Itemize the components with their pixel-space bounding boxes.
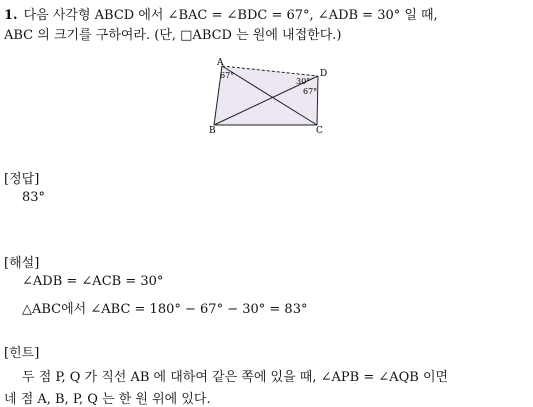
quadrilateral-figure <box>205 56 335 136</box>
question-number: 1. <box>4 8 18 23</box>
question-text-1: 다음 사각형 ABCD 에서 ∠BAC = ∠BDC = 67°, ∠ADB = 30° 일 때, <box>23 8 438 23</box>
label-c: C <box>316 126 323 136</box>
question-line-1 <box>4 4 438 23</box>
explanation-line-1: ∠ADB = ∠ACB = 30° <box>22 274 164 289</box>
label-a: A <box>217 58 224 68</box>
hint-line-2: 네 점 A, B, P, Q 는 한 원 위에 있다. <box>4 392 211 407</box>
label-b: B <box>209 126 216 136</box>
hint-heading: [힌트] <box>4 346 40 361</box>
question-line-2 <box>4 24 342 43</box>
hint-line-1: 두 점 P, Q 가 직선 AB 에 대하여 같은 쪽에 있을 때, ∠APB = ∠AQB 이면 <box>22 370 449 385</box>
label-d: D <box>320 69 328 79</box>
angle-a-67: 67° <box>220 71 235 80</box>
answer-heading: [정답] <box>4 172 40 187</box>
answer-value: 83° <box>22 190 46 205</box>
explanation-line-2: △ABC에서 ∠ABC = 180° − 67° − 30° = 83° <box>22 302 308 317</box>
explanation-heading: [해설] <box>4 256 40 271</box>
angle-d-67: 67° <box>303 87 318 96</box>
angle-d-30: 30° <box>296 77 311 86</box>
question-text-2: ABC 의 크기를 구하여라. (단, □ABCD 는 원에 내접한다.) <box>4 28 342 43</box>
